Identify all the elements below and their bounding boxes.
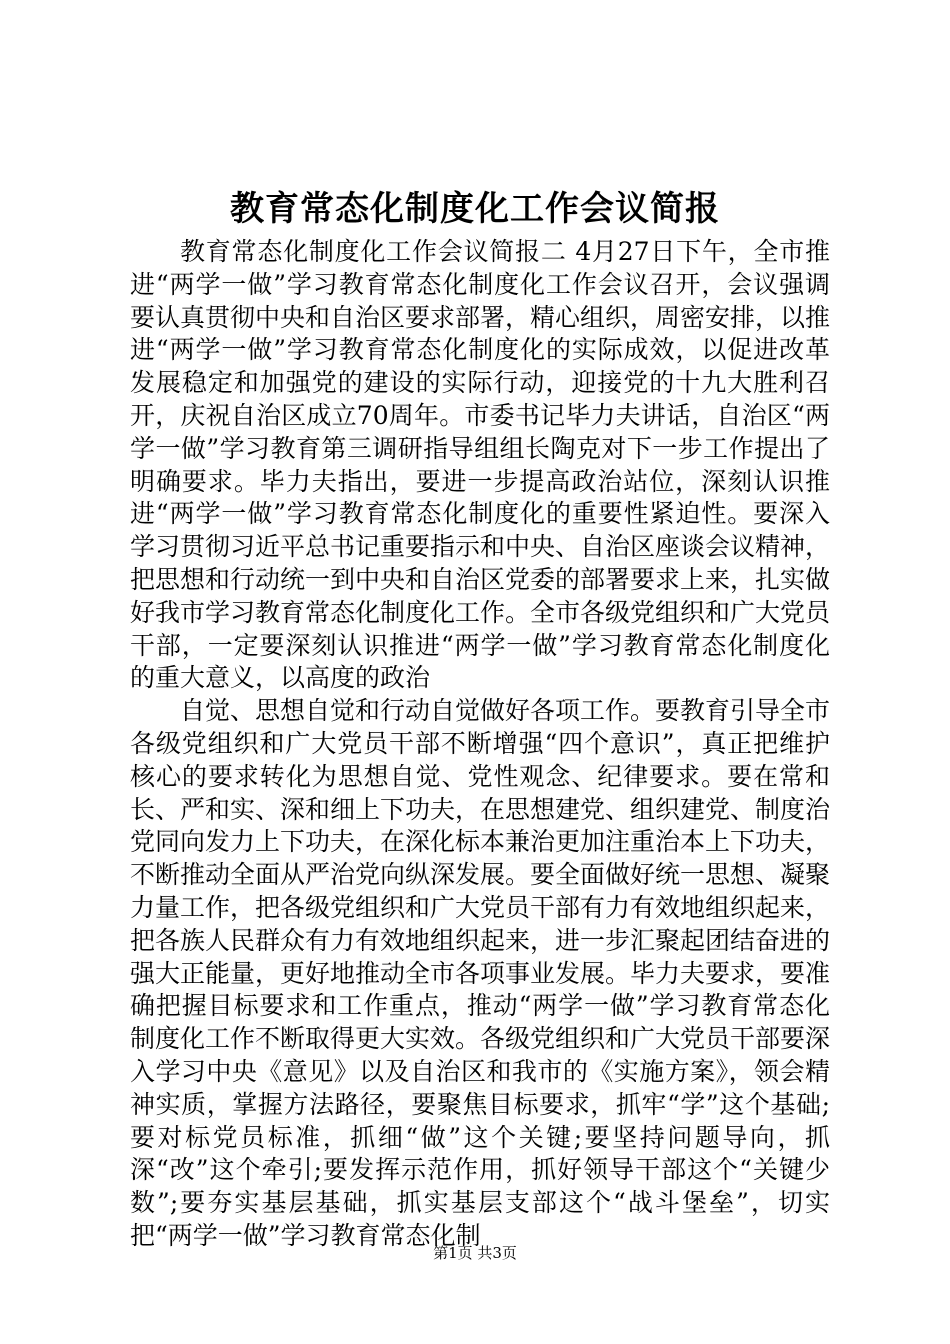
document-body bbox=[130, 236, 830, 1253]
document-title: 教育常态化制度化工作会议简报 bbox=[230, 189, 720, 229]
page-footer: 第1页 共3页 bbox=[433, 1244, 517, 1262]
paragraph-1: 教育常态化制度化工作会议简报二 4月27日下午，全市推进“两学一做”学习教育常态化制度化工作会议召开，会议强调要认真贯彻中央和自治区要求部署，精心组织，周密安排，以推进“两学一做”学习教育常态化制度化的实际成效，以促进改革发展稳定和加强党的建设的实际行动，迎接党的十九大胜利召开，庆祝自治区成立70周年。市委书记毕力夫讲话，自治区“两学一做”学习教育第三调研指导组组长陶克对下一步工作提出了明确要求。毕力夫指出，要进一步提高政治站位，深刻认识推进“两学一做”学习教育常态化制度化的重要性紧迫性。要深入学习贯彻习近平总书记重要指示和中央、自治区座谈会议精神，把思想和行动统一到中央和自治区党委的部署要求上来，扎实做好我市学习教育常态化制度化工作。全市各级党组织和广大党员干部，一定要深刻认识推进“两学一做”学习教育常态化制度化的重大意义，以高度的政治 bbox=[130, 237, 831, 693]
paragraph-2: 自觉、思想自觉和行动自觉做好各项工作。要教育引导全市各级党组织和广大党员干部不断增强“四个意识”，真正把维护核心的要求转化为思想自觉、党性观念、纪律要求。要在常和长、严和实、深和细上下功夫，在思想建党、组织建党、制度治党同向发力上下功夫，在深化标本兼治更加注重治本上下功夫，不断推动全面从严治党向纵深发展。要全面做好统一思想、凝聚力量工作，把各级党组织和广大党员干部有力有效地组织起来，把各族人民群众有力有效地组织起来，进一步汇聚起团结奋进的强大正能量，更好地推动全市各项事业发展。毕力夫要求，要准确把握目标要求和工作重点，推动“两学一做”学习教育常态化制度化工作不断取得更大实效。各级党组织和广大党员干部要深入学习中央《意见》以及自治区和我市的《实施方案》，领会精神实质，掌握方法路径，要聚焦目标要求，抓牢“学”这个基础;要对标党员标准，抓细“做”这个关键;要坚持问题导向，抓深“改”这个牵引;要发挥示范作用，抓好领导干部这个“关键少数”;要夯实基层基础，抓实基层支部这个“战斗堡垒”，切实把“两学一做”学习教育常态化制 bbox=[130, 696, 831, 1250]
